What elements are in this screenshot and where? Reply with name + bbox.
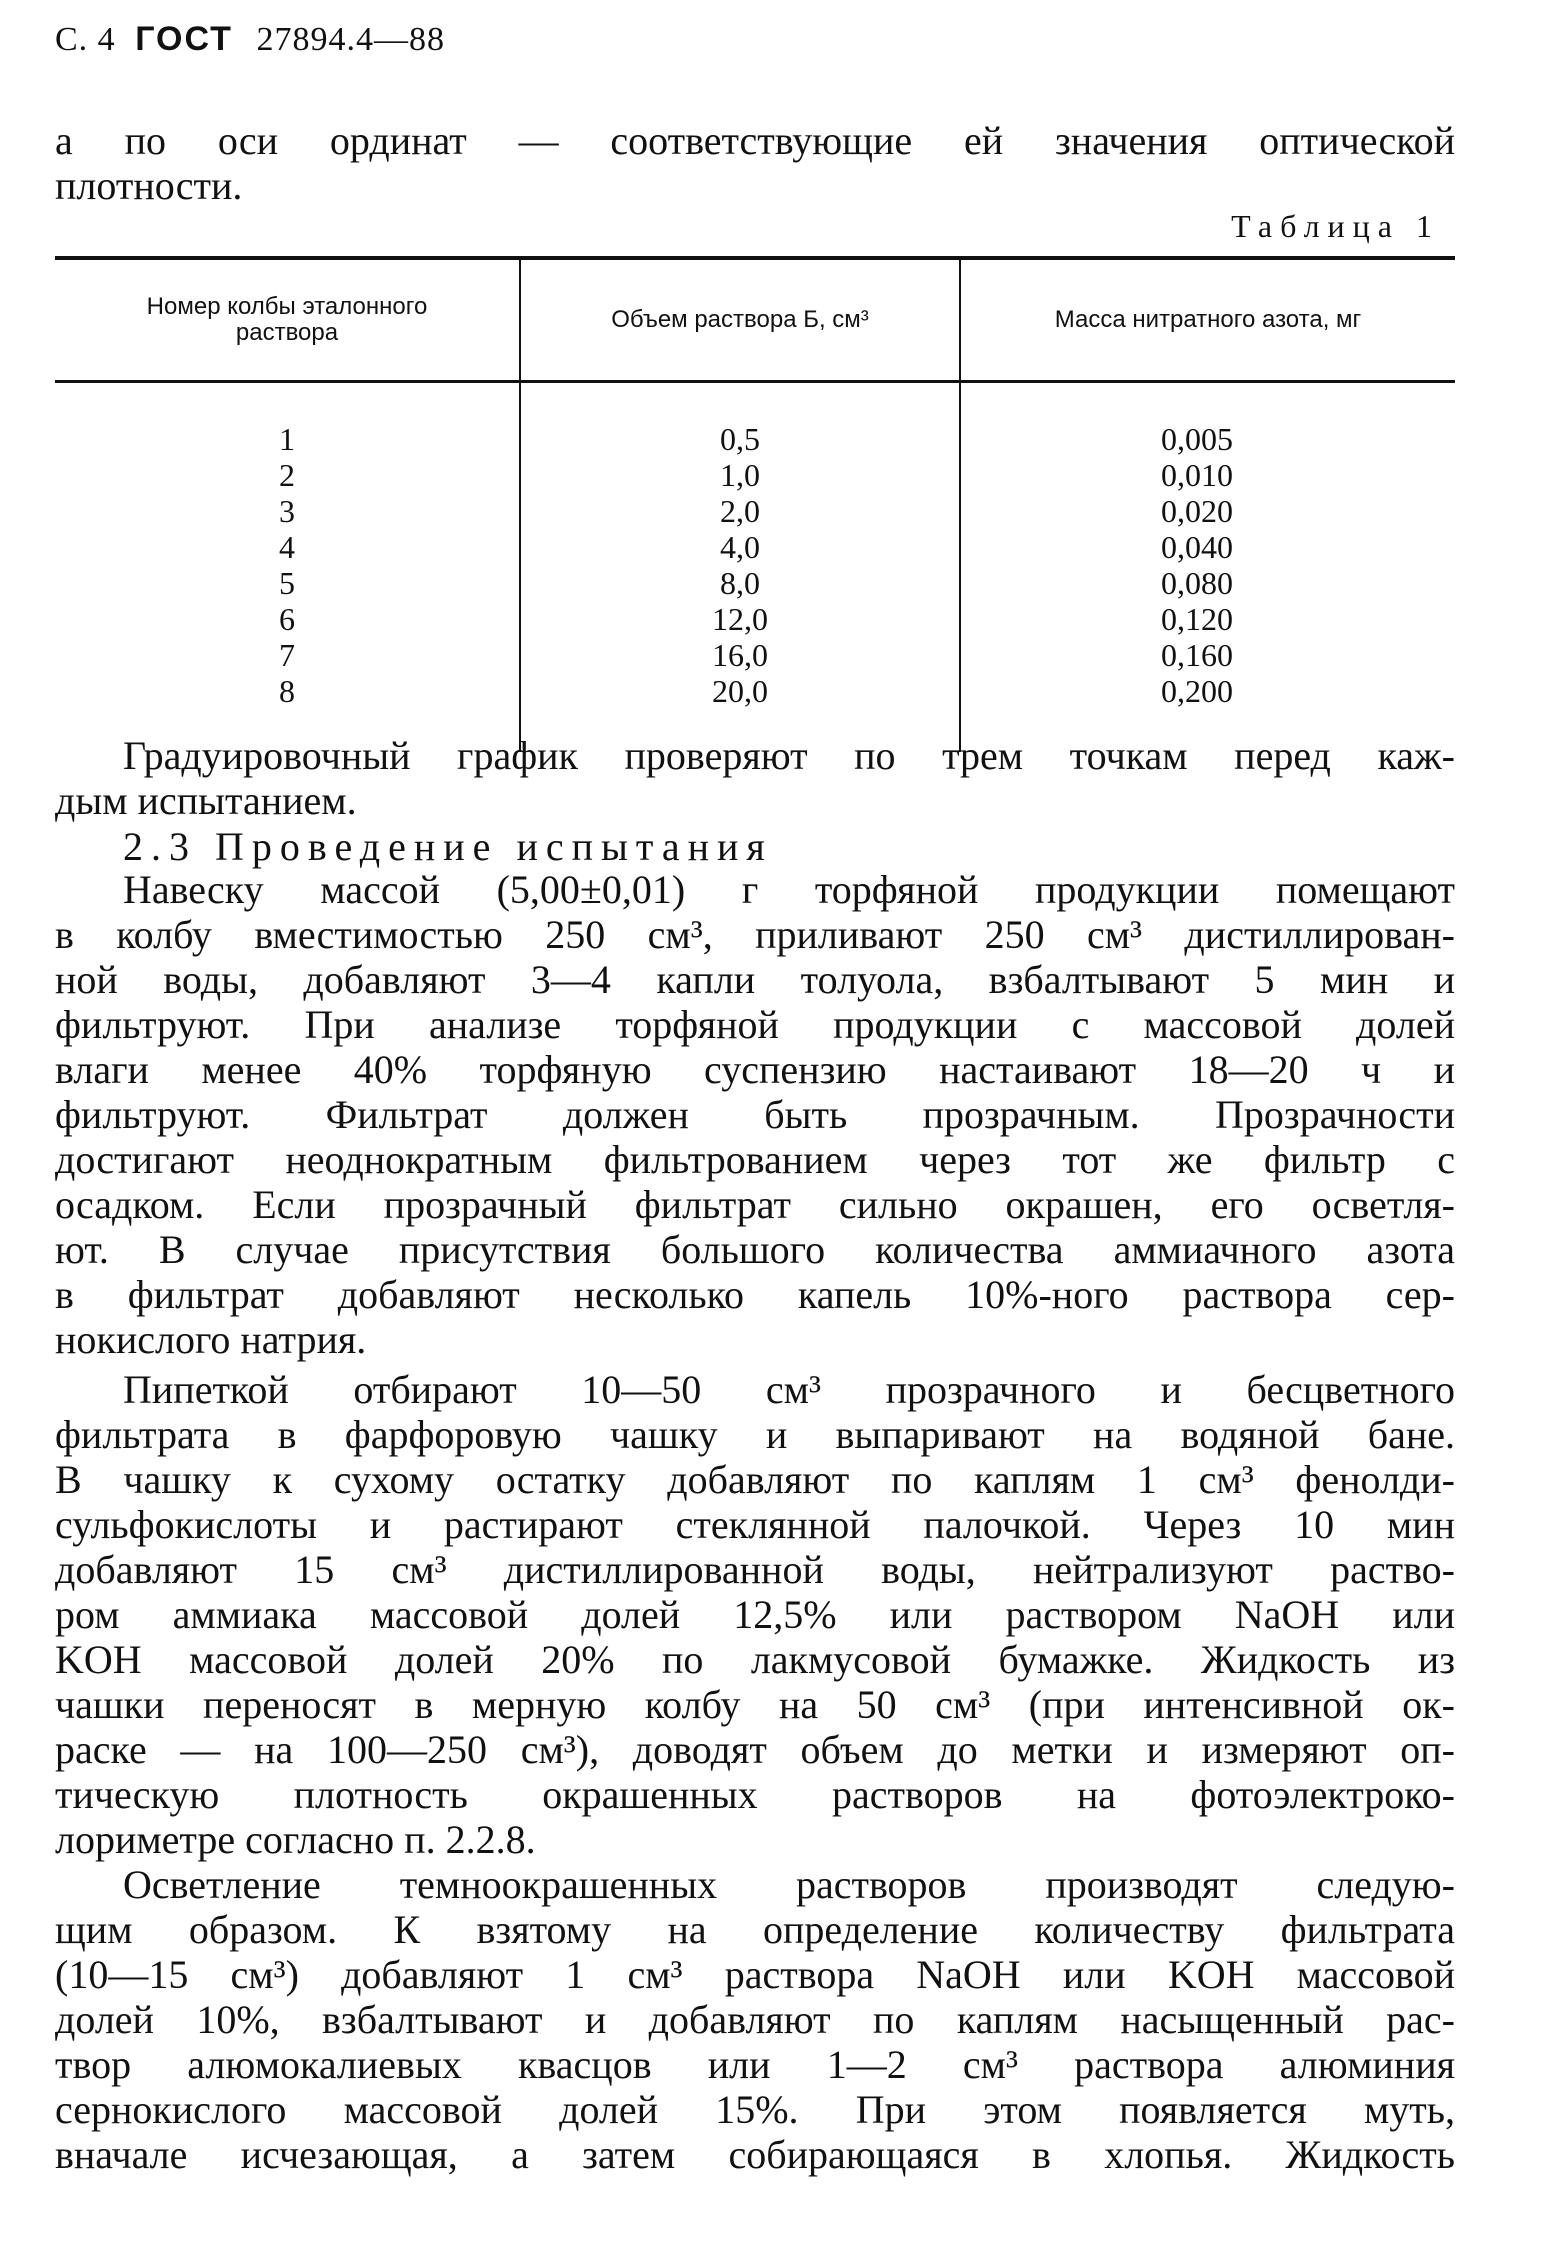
section-heading [123, 823, 773, 870]
data-table [55, 256, 1455, 752]
table-cell: 3 [279, 493, 295, 529]
document-page [55, 0, 1455, 2257]
text-line: сульфокислоты и растирают стеклянной палочкой. Через 10 мин [55, 1502, 1455, 1547]
table-cell: 0,005 [1161, 421, 1233, 457]
text-line: осадком. Если прозрачный фильтрат сильно окрашен, его осветля- [55, 1182, 1455, 1227]
table-cell: 1 [279, 421, 295, 457]
text-line: а по оси ординат — соответствующие ей значения оптической [55, 118, 1455, 163]
table-cell: 0,160 [1161, 637, 1233, 673]
text-line: долей 10%, взбалтывают и добавляют по каплям насыщенный рас- [55, 1997, 1455, 2042]
text-line: ной воды, добавляют 3—4 капли толуола, взбалтывают 5 мин и [55, 957, 1455, 1002]
text-line: тическую плотность окрашенных растворов на фотоэлектроко- [55, 1772, 1455, 1817]
text-line: влаги менее 40% торфяную суспензию настаивают 18—20 ч и [55, 1047, 1455, 1092]
table-cell: 6 [279, 601, 295, 637]
standard-label: ГОСТ [135, 20, 233, 58]
section-number: 2.3 [123, 824, 197, 869]
mass-cell [960, 382, 1455, 753]
table-cell: 4 [279, 529, 295, 565]
table-caption: Таблица 1 [1231, 208, 1440, 244]
text-line: нокислого натрия. [55, 1317, 367, 1362]
text-line: добавляют 15 см³ дистиллированной воды, нейтрализуют раство- [55, 1547, 1455, 1592]
text-line: достигают неоднократным фильтрованием через тот же фильтр с [55, 1137, 1455, 1182]
text-line: в колбу вместимостью 250 см³, приливают 250 см³ дистиллирован- [55, 912, 1455, 957]
volume-cell [520, 382, 960, 753]
column-header: Масса нитратного азота, мг [960, 258, 1455, 382]
table-cell: 0,080 [1161, 565, 1233, 601]
text-line: вначале исчезающая, а затем собирающаяся в хлопья. Жидкость [55, 2132, 1455, 2177]
text-line: фильтруют. При анализе торфяной продукции с массовой долей [55, 1002, 1455, 1047]
section-title: Проведение испытания [215, 824, 773, 869]
text-line: Навеску массой (5,00±0,01) г торфяной продукции помещают [123, 867, 1455, 912]
table-cell: 8,0 [720, 565, 760, 601]
table-cell: 5 [279, 565, 295, 601]
flask-number-cell [55, 382, 520, 753]
table-cell: 2,0 [720, 493, 760, 529]
paragraph-pipette [55, 1367, 1455, 1862]
table-header-row [55, 258, 1455, 382]
text-line: в фильтрат добавляют несколько капель 10%-ного раствора сер- [55, 1272, 1455, 1317]
table-cell: 1,0 [720, 457, 760, 493]
text-line: ют. В случае присутствия большого количества аммиачного азота [55, 1227, 1455, 1272]
table-cell: 0,120 [1161, 601, 1233, 637]
intro-paragraph [55, 118, 1455, 208]
table-cell: 4,0 [720, 529, 760, 565]
after-table-paragraph [55, 733, 1455, 823]
paragraph-clarification [55, 1862, 1455, 2177]
text-line: ром аммиака массовой долей 12,5% или раствором NaOH или [55, 1592, 1455, 1637]
text-line: плотности. [55, 163, 243, 208]
standard-number: 27894.4—88 [256, 21, 445, 58]
text-line: Градуировочный график проверяют по трем точкам перед каж- [123, 733, 1455, 778]
text-line: Пипеткой отбирают 10—50 см³ прозрачного и бесцветного [123, 1367, 1455, 1412]
page-number: С. 4 [55, 21, 116, 58]
table-cell: 12,0 [712, 601, 768, 637]
page-header [55, 20, 445, 59]
text-line: фильтруют. Фильтрат должен быть прозрачным. Прозрачности [55, 1092, 1455, 1137]
text-line: (10—15 см³) добавляют 1 см³ раствора NaOH или KOH массовой [55, 1952, 1455, 1997]
table-cell: 0,020 [1161, 493, 1233, 529]
column-header: Объем раствора Б, см³ [520, 258, 960, 382]
table-cell: 0,200 [1161, 673, 1233, 709]
table-cell: 7 [279, 637, 295, 673]
text-line: раске — на 100—250 см³), доводят объем до метки и измеряют оп- [55, 1727, 1455, 1772]
paragraph-procedure [55, 867, 1455, 1362]
table-cell: 16,0 [712, 637, 768, 673]
column-header: Номер колбы эталонного раствора [146, 293, 428, 346]
table-cell: 20,0 [712, 673, 768, 709]
text-line: чашки переносят в мерную колбу на 50 см³ (при интенсивной ок- [55, 1682, 1455, 1727]
text-line: фильтрата в фарфоровую чашку и выпаривают на водяной бане. [55, 1412, 1455, 1457]
text-line: В чашку к сухому остатку добавляют по каплям 1 см³ фенолди- [55, 1457, 1455, 1502]
text-line: сернокислого массовой долей 15%. При этом появляется муть, [55, 2087, 1455, 2132]
text-line: Осветление темноокрашенных растворов производят следую- [123, 1862, 1455, 1907]
table-cell: 0,5 [720, 421, 760, 457]
table-cell: 0,040 [1161, 529, 1233, 565]
table-cell: 0,010 [1161, 457, 1233, 493]
text-line: щим образом. К взятому на определение количеству фильтрата [55, 1907, 1455, 1952]
table-cell: 2 [279, 457, 295, 493]
text-line: KOH массовой долей 20% по лакмусовой бумажке. Жидкость из [55, 1637, 1455, 1682]
text-line: дым испытанием. [55, 778, 357, 823]
text-line: твор алюмокалиевых квасцов или 1—2 см³ раствора алюминия [55, 2042, 1455, 2087]
table-cell: 8 [279, 673, 295, 709]
text-line: лориметре согласно п. 2.2.8. [55, 1817, 536, 1862]
table-body-row [55, 382, 1455, 753]
